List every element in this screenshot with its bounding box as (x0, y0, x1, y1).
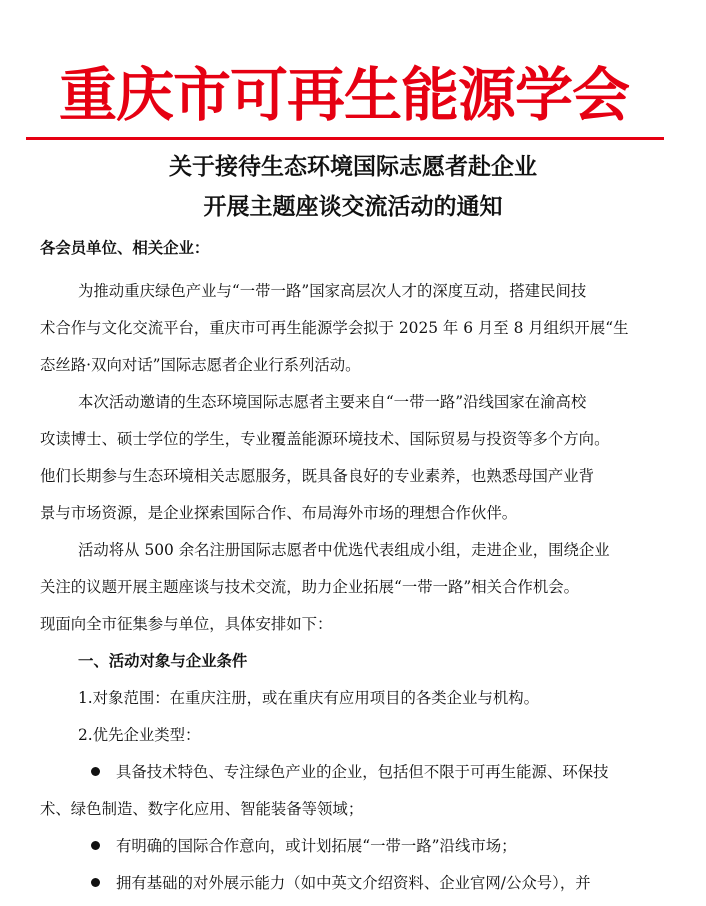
bullet-icon (91, 841, 100, 850)
section-1-item-2: 2.优先企业类型： (78, 726, 201, 744)
paragraph-3-line-1: 活动将从 500 余名注册国际志愿者中优选代表组成小组，走进企业，围绕企业 (78, 541, 610, 559)
document-title-line-2: 开展主题座谈交流活动的通知 (203, 194, 503, 220)
bullet-icon (91, 878, 100, 887)
organization-letterhead: 重庆市可再生能源学会 (58, 61, 629, 129)
document-title-line-1: 关于接待生态环境国际志愿者赴企业 (169, 154, 537, 180)
bullet-1-line-1: 具备技术特色、专注绿色产业的企业，包括但不限于可再生能源、环保技 (116, 763, 609, 781)
salutation: 各会员单位、相关企业： (40, 239, 210, 257)
paragraph-2-line-2: 攻读博士、硕士学位的学生，专业覆盖能源环境技术、国际贸易与投资等多个方向。 (40, 430, 610, 448)
section-1-heading: 一、活动对象与企业条件 (78, 652, 248, 670)
paragraph-2-line-4: 景与市场资源，是企业探索国际合作、布局海外市场的理想合作伙伴。 (40, 504, 518, 522)
paragraph-3-line-3: 现面向全市征集参与单位，具体安排如下： (40, 615, 333, 633)
paragraph-1-line-2: 术合作与文化交流平台，重庆市可再生能源学会拟于 2025 年 6 月至 8 月组织开展“生 (40, 319, 629, 337)
paragraph-2-line-1: 本次活动邀请的生态环境国际志愿者主要来自“一带一路”沿线国家在渝高校 (78, 393, 587, 411)
paragraph-3-line-2: 关注的议题开展主题座谈与技术交流，助力企业拓展“一带一路”相关合作机会。 (40, 578, 580, 596)
section-1-item-1: 1.对象范围：在重庆注册，或在重庆有应用项目的各类企业与机构。 (78, 689, 540, 707)
bullet-icon (91, 767, 100, 776)
bullet-2-line-1: 有明确的国际合作意向，或计划拓展“一带一路”沿线市场； (116, 837, 517, 855)
paragraph-2-line-3: 他们长期参与生态环境相关志愿服务，既具备良好的专业素养，也熟悉母国产业背 (40, 467, 595, 485)
bullet-1-line-2: 术、绿色制造、数字化应用、智能装备等领域； (40, 800, 364, 818)
letterhead-divider (26, 137, 664, 140)
paragraph-1-line-3: 态丝路·双向对话”国际志愿者企业行系列活动。 (40, 356, 361, 374)
bullet-3-line-1: 拥有基础的对外展示能力（如中英文介绍资料、企业官网/公众号），并 (116, 874, 591, 892)
paragraph-1-line-1: 为推动重庆绿色产业与“一带一路”国家高层次人才的深度互动，搭建民间技 (78, 282, 587, 300)
